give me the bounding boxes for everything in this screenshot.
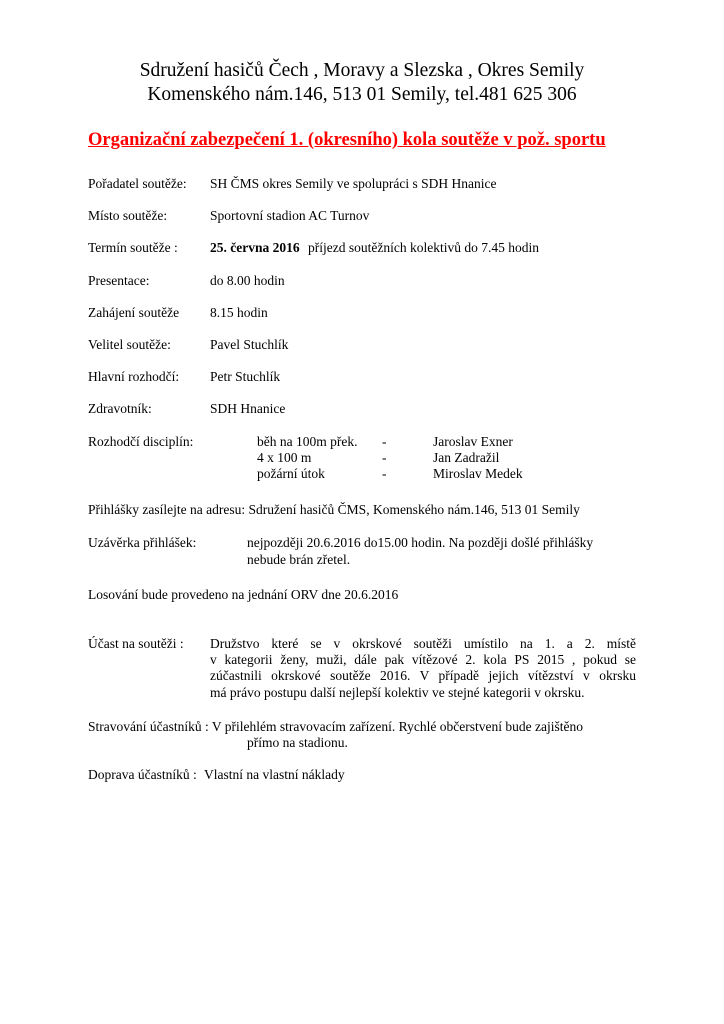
deadline-section: [88, 535, 636, 567]
field-row-venue: [88, 208, 636, 224]
field-rows: [88, 176, 636, 783]
field-label: Hlavní rozhodčí:: [88, 369, 180, 385]
field-value: 8.15 hodin: [210, 304, 268, 320]
field-value: Petr Stuchlík: [210, 369, 281, 385]
field-value: Sportovní stadion AC Turnov: [210, 208, 370, 224]
field-label: Zahájení soutěže: [88, 304, 180, 320]
judge-row: [257, 450, 523, 466]
catering-line1: Stravování účastníků : V přilehlém stravovacím zařízení. Rychlé občerstvení bude zajištěno: [88, 718, 583, 734]
participation-line: zúčastnili okrskové soutěže 2016. V případě jejich vítězství v okrsku: [210, 668, 636, 684]
judges-list: [257, 434, 523, 483]
deadline-line1: nejpozději 20.6.2016 do15.00 hodin. Na později došlé přihlášky: [247, 535, 594, 551]
judge-row: [257, 466, 523, 482]
transport-value: Vlastní na vlastní náklady: [204, 767, 345, 783]
field-label: Zdravotník:: [88, 401, 152, 417]
participation-line: má právo postupu další nejlepší kolektiv ve stejné kategorii v okrsku.: [210, 684, 585, 700]
participation-line: v kategorii ženy, muži, dále pak vítězové 2. kola PS 2015 , pokud se: [210, 652, 636, 668]
field-label: Presentace:: [88, 272, 150, 288]
catering-section: [88, 719, 636, 751]
main-heading: Organizační zabezpečení 1. (okresního) kola soutěže v pož. sportu: [88, 130, 606, 150]
transport-label: Doprava účastníků :: [88, 767, 197, 783]
date-bold: 25. června 2016: [210, 240, 300, 256]
field-value: SDH Hnanice: [210, 401, 286, 417]
date-rest: příjezd soutěžních kolektivů do 7.45 hodin: [304, 240, 539, 256]
field-label: Termín soutěže :: [88, 240, 178, 256]
field-value: [210, 240, 636, 256]
judges-section: [88, 434, 636, 483]
field-row-presentation: [88, 273, 636, 289]
document-header: [88, 59, 636, 107]
judge-dash: -: [382, 433, 387, 449]
deadline-line2: nebude brán zřetel.: [247, 551, 351, 567]
deadline-label: Uzávěrka přihlášek:: [88, 535, 197, 551]
field-row-date: [88, 240, 636, 256]
judge-name: Miroslav Medek: [433, 466, 523, 482]
participation-label: Účast na soutěži :: [88, 636, 184, 652]
participation-section: [88, 636, 636, 701]
field-row-start: [88, 305, 636, 321]
field-label: Místo soutěže:: [88, 208, 168, 224]
judge-row: [257, 434, 523, 450]
judge-discipline: 4 x 100 m: [257, 449, 312, 465]
participation-line: Družstvo které se v okrskové soutěži umístilo na 1. a 2. místě: [210, 636, 636, 652]
participation-paragraph: [210, 636, 636, 701]
header-org-line: Sdružení hasičů Čech , Moravy a Slezska , Okres Semily: [139, 60, 585, 81]
judge-name: Jaroslav Exner: [433, 433, 513, 449]
judge-discipline: požární útok: [257, 466, 325, 482]
judge-dash: -: [382, 449, 387, 465]
field-value: Pavel Stuchlík: [210, 337, 289, 353]
draw-line: Losování bude provedeno na jednání ORV dne 20.6.2016: [88, 586, 399, 602]
catering-line2: přímo na stadionu.: [247, 735, 348, 751]
field-label: Velitel soutěže:: [88, 337, 171, 353]
judge-dash: -: [382, 466, 387, 482]
field-label: Pořadatel soutěže:: [88, 176, 187, 191]
judge-name: Jan Zadražil: [433, 449, 500, 465]
field-row-commander: [88, 337, 636, 353]
judges-label: Rozhodčí disciplín:: [88, 433, 194, 449]
field-row-organizer: [88, 176, 636, 192]
judge-discipline: běh na 100m přek.: [257, 433, 358, 449]
header-address-line: Komenského nám.146, 513 01 Semily, tel.481 625 306: [147, 84, 577, 105]
transport-section: [88, 767, 636, 783]
field-row-chief-referee: [88, 369, 636, 385]
field-value: do 8.00 hodin: [210, 272, 285, 288]
field-row-medic: [88, 401, 636, 417]
field-value: SH ČMS okres Semily ve spolupráci s SDH Hnanice: [210, 176, 497, 191]
applications-line: Přihlášky zasílejte na adresu: Sdružení hasičů ČMS, Komenského nám.146, 513 01 Semily: [88, 502, 580, 518]
deadline-value: [247, 535, 593, 567]
